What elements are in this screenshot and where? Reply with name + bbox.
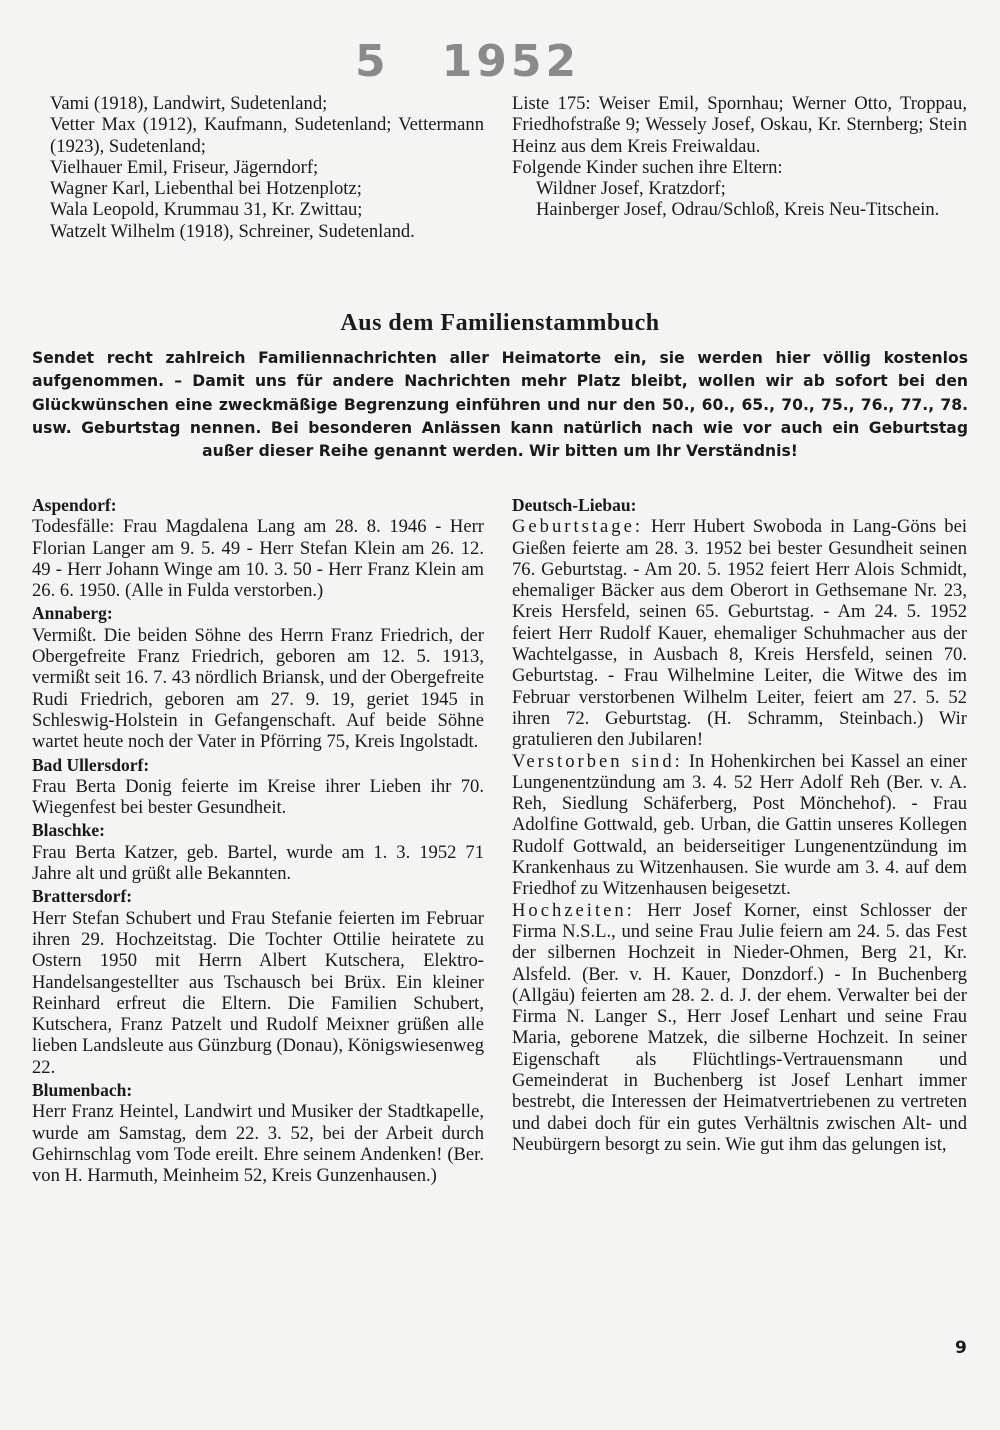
liste-text: Weiser Emil, Spornhau; Werner Otto, Troppau, Friedhofstraße 9; Wessely Josef, Oskau, Kr. Sternberg; Stein Heinz aus dem Kreis Freiwaldau. [512,93,968,157]
place-heading: Bad Ullersdorf: [32,754,150,775]
right-column [512,493,967,1155]
entry-text: Todesfälle: Frau Magdalena Lang am 28. 8. 1946 - Herr Florian Langer am 9. 5. 49 - Herr Stefan Klein am 26. 12. 49 - Herr Johann Winge am 10. 3. 50 - Herr Franz Klein am 26. 6. 1950. (Alle in Fulda verstorben.) [32,516,484,602]
entry-text: Herr Franz Heintel, Landwirt und Musiker der Stadtkapelle, wurde am Samstag, dem 22. 3. 52, bei der Arbeit durch Gehirnschlag vom Tode ereilt. Ehre seinem Andenken! (Ber. von H. Harmuth, Meinheim 52, Kreis Gunzenhausen.) [32,1101,484,1187]
list-item: Watzelt Wilhelm (1918), Schreiner, Sudetenland. [50,220,415,242]
list-item: Wala Leopold, Krummau 31, Kr. Zwittau; [50,199,363,221]
entry-body: Herr Hubert Swoboda in Lang-Göns bei Gießen feierte am 28. 3. 1952 bei bester Gesundheit seinen 76. Geburtstag. - Am 20. 5. 1952 feiert Herr Alois Schmidt, ehemaliger Bäcker aus dem Oberort in Gethsemane Nr. 23, Kreis Hersfeld, seinen 65. Geburtstag. - Am 24. 5. 1952 feiert Herr Rudolf Kauer, ehemaliger Schuhmacher aus der Wachtelgasse, in Ausbach 8, Kreis Hersfeld, seinen 70. Geburtstag. - Frau Wilhelmine Leiter, die Witwe des im Februar verstorbenen Wilhelm Leiter, feiert am 27. 5. 52 ihren 72. Geburtstag. (H. Schramm, Steinbach.) Wir gratulieren den Jubilaren! [512,516,967,751]
entry-text: Vermißt. Die beiden Söhne des Herrn Franz Friedrich, der Obergefreite Franz Friedrich, geboren am 12. 5. 1913, vermißt seit 16. 7. 43 nördlich Briansk, und der Obergefreite Rudi Friedrich, geboren am 27. 9. 19, geriet 1945 in Schleswig-Holstein in Gefangenschaft. Auf beide Söhne wartet heute noch der Vater in Pförring 75, Kreis Ingolstadt. [32,624,484,753]
entry-text: Frau Berta Donig feierte im Kreise ihrer Lieben ihr 70. Wiegenfest bei bester Gesundheit. [32,775,484,819]
entry-body: Herr Josef Korner, einst Schlosser der Firma N.S.L., und seine Frau Julie feiern am 24. 5. das Fest der silbernen Hochzeit in Nieder-Ohmen, Berg 21, Kr. Alsfeld. (Ber. v. H. Kauer, Donzdorf.) - In Buchenberg (Allgäu) feierten am 28. 2. d. J. der ehem. Verwalter bei der Firma N. Langer S., Herr Josef Lenhart und seine Frau Maria, geborene Matzek, die silberne Hochzeit. In seiner Eigenschaft als Flüchtlings-Vertrauensmann und Gemeinderat in Buchenberg ist Josef Lenhart immer bestrebt, die Interessen der Heimatvertriebenen zu vertreten und dabei doch für ein gutes Verhältnis zwischen Alt- und Neubürgern besorgt zu sein. Wie gut ihm das gelungen ist, [512,899,967,1155]
issue-stamp [355,36,580,87]
list-item: Vami (1918), Landwirt, Sudetenland; [50,93,328,114]
place-heading: Blumenbach: [32,1080,133,1101]
list-item: Wildner Josef, Kratzdorf; [536,178,726,200]
list-item: Wagner Karl, Liebenthal bei Hotzenplotz; [50,178,362,200]
list-item: Vielhauer Emil, Friseur, Jägerndorf; [50,156,319,178]
section-heading: Aus dem Familienstammbuch [340,310,660,336]
missing-persons-list-right [512,93,967,221]
place-heading: Annaberg: [32,603,113,624]
entry-text [512,516,967,750]
entry-text: Herr Stefan Schubert und Frau Stefanie feierten im Februar ihren 29. Hochzeitstag. Die Tochter Ottilie heiratete zu Ostern 1950 mit Herrn Albert Kutschera, Elektro-Handelsangestellter aus Tschausch bei Brüx. Ein kleiner Reinhard erfreut die Eltern. Die Familien Schubert, Kutschera, Franz Patzelt und Rudolf Meixner grüßen alle lieben Landsleute aus Günzburg (Donau), Königswiesenweg 22. [32,907,484,1078]
entry-text [512,900,967,1156]
place-heading: Brattersdorf: [32,886,133,907]
entry-lead: Geburtstage: [512,516,644,538]
missing-persons-list-left [50,93,484,242]
place-heading: Aspendorf: [32,495,117,515]
liste-175 [512,93,967,157]
entry-lead: Hochzeiten: [512,899,635,921]
liste-label: Liste 175: [512,93,591,114]
intro-notice: Sendet recht zahlreich Familiennachrichten aller Heimatorte ein, sie werden hier völlig kostenlos aufgenommen. – Damit uns für andere Nachrichten mehr Platz bleibt, wollen wir ab sofort bei den Glückwünschen eine zweckmäßige Begrenzung einführen und nur den 50., 60., 65., 70., 75., 76., 77., 78. usw. Geburtstag nennen. Bei besonderen Anlässen kann natürlich nach wie vor auch ein Geburtstag außer dieser Reihe genannt werden. Wir bitten um Ihr Verständnis! [32,349,968,461]
left-column [32,493,484,1187]
entry-lead: Verstorben sind: [512,750,683,772]
entry-text [512,751,967,900]
list-item: Vetter Max (1912), Kaufmann, Sudetenland; Vettermann (1923), Sudetenland; [50,114,484,157]
place-heading: Blaschke: [32,820,105,841]
place-heading: Deutsch-Liebau: [512,495,637,515]
kinder-label: Folgende Kinder suchen ihre Eltern: [512,156,783,178]
list-item: Hainberger Josef, Odrau/Schloß, Kreis Neu-Titschein. [536,199,940,221]
entry-text: Frau Berta Katzer, geb. Bartel, wurde am 1. 3. 1952 71 Jahre alt und grüßt alle Bekannten. [32,841,484,885]
issue-year: 1952 [441,36,581,87]
page-number: 9 [955,1338,967,1358]
issue-number: 5 [355,36,390,87]
entry-body: In Hohenkirchen bei Kassel an einer Lungenentzündung am 3. 4. 52 Herr Adolf Reh (Ber. v. A. Reh, Siedlung Schäferberg, Post Mönchehof). - Frau Adolfine Gottwald, geb. Urban, die Gattin unseres Kollegen Rudolf Gottwald, an beiderseitiger Lungenentzündung im Krankenhaus zu Witzenhausen. Sie wurde am 3. 4. auf dem Friedhof zu Witzenhausen beigesetzt. [512,750,968,900]
